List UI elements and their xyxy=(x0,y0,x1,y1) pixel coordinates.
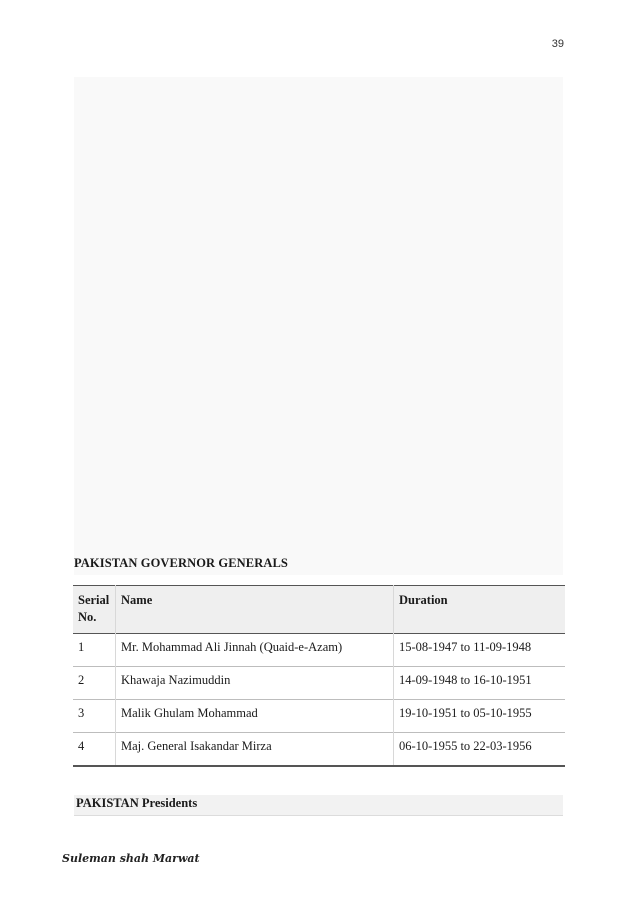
name-cell: Khawaja Nazimuddin xyxy=(116,667,394,700)
name-cell: Maj. General Isakandar Mirza xyxy=(116,733,394,766)
serial-cell: 3 xyxy=(78,706,85,720)
table-row xyxy=(73,634,565,667)
duration-cell: 19-10-1951 to 05-10-1955 xyxy=(394,700,566,733)
serial-cell: 1 xyxy=(78,640,85,654)
serial-cell: 2 xyxy=(78,673,85,687)
table-row xyxy=(73,667,565,700)
duration-cell: 14-09-1948 to 16-10-1951 xyxy=(394,667,566,700)
serial-no-header xyxy=(73,586,116,634)
name-header: Name xyxy=(116,586,394,634)
duration-cell: 06-10-1955 to 22-03-1956 xyxy=(394,733,566,766)
table-row xyxy=(73,733,565,766)
blank-shaded-area xyxy=(74,77,563,575)
presidents-heading: PAKISTAN Presidents xyxy=(74,795,563,816)
serial-header-line1: Serial xyxy=(78,593,110,607)
governor-generals-table xyxy=(73,585,565,767)
table-row xyxy=(73,700,565,733)
name-cell: Malik Ghulam Mohammad xyxy=(116,700,394,733)
serial-cell: 4 xyxy=(78,739,85,753)
duration-header: Duration xyxy=(394,586,566,634)
page-number: 39 xyxy=(551,38,564,50)
duration-cell: 15-08-1947 to 11-09-1948 xyxy=(394,634,566,667)
serial-header-line2: No. xyxy=(78,610,97,624)
name-cell: Mr. Mohammad Ali Jinnah (Quaid-e-Azam) xyxy=(116,634,394,667)
governor-generals-title: PAKISTAN GOVERNOR GENERALS xyxy=(74,556,288,570)
table-header-row xyxy=(73,586,565,634)
footer-author: Suleman shah Marwat xyxy=(62,852,200,865)
